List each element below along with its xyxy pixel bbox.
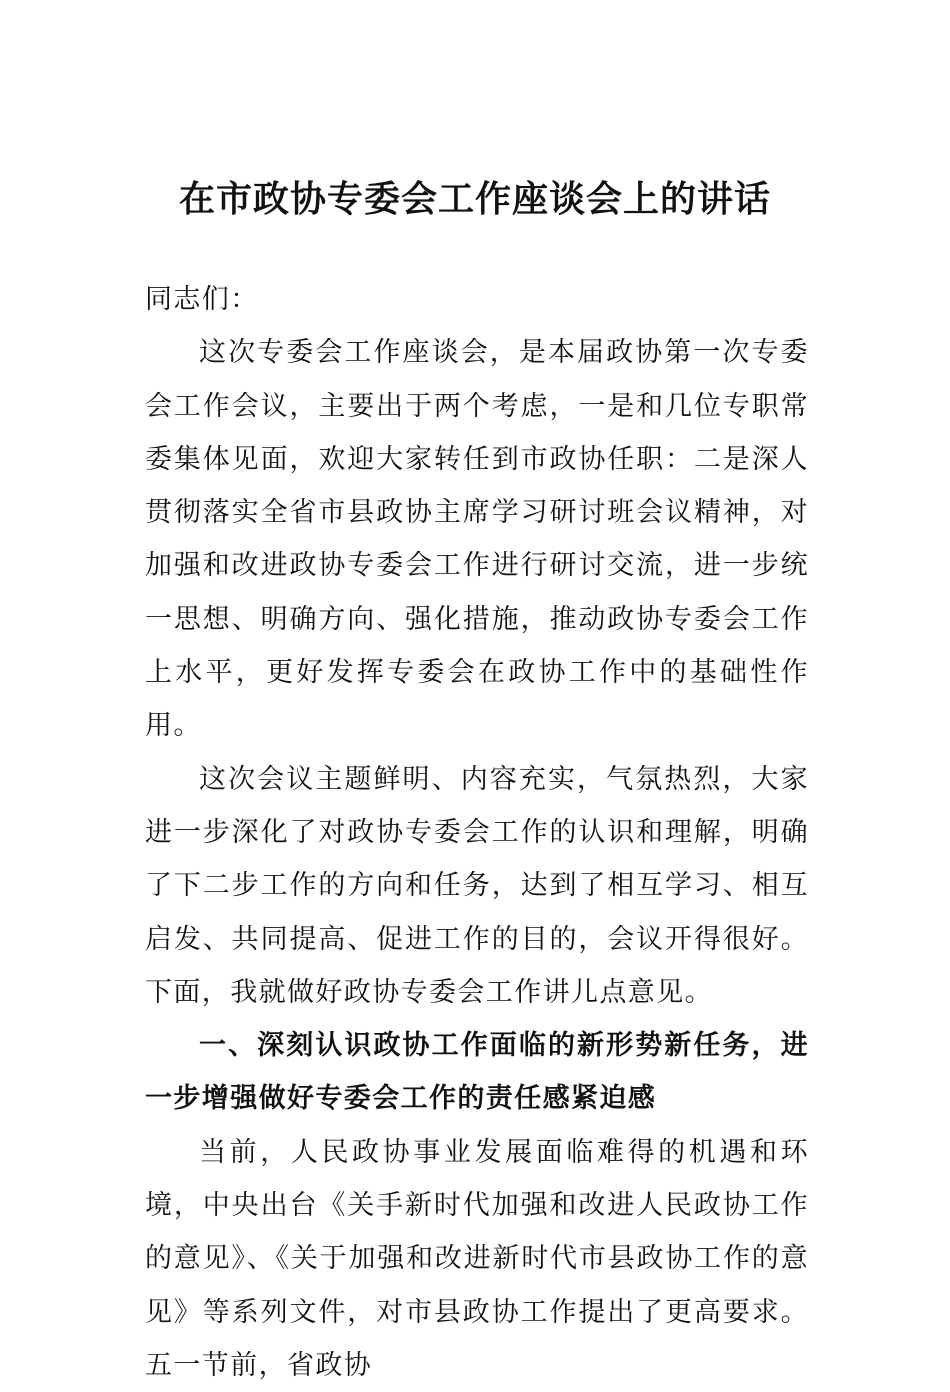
document-title: 在市政协专委会工作座谈会上的讲话 [178,178,771,220]
document-body [145,273,809,1392]
paragraph-2: 这次会议主题鲜明、内容充实，气氛热烈，大家进一步深化了对政协专委会工作的认识和理解，明确了下二步工作的方向和任务，达到了相互学习、相互启发、共同提高、促进工作的目的，会议开得很好。下面，我就做好政协专委会工作讲儿点意见。 [145,763,809,1008]
paragraph-1: 这次专委会工作座谈会，是本届政协第一次专委会工作会议，主要出于两个考虑，一是和几位专职常委集体见面，欢迎大家转任到市政协任职：二是深人贯彻落实全省市县政协主席学习研讨班会议精神，对加强和改进政协专委会工作进行研讨交流，进一步统一思想、明确方向、强化措施，推动政协专委会工作上水平，更好发挥专委会在政协工作中的基础性作用。 [145,337,809,742]
section-heading: 一、深刻认识政协工作面临的新形势新任务，进一步增强做好专委会工作的责任感紧迫感 [145,1030,809,1115]
section-paragraph: 当前，人民政协事业发展面临难得的机遇和环境，中央出台《关手新时代加强和改进人民政协工作的意见》、《关于加强和改进新时代市县政协工作的意见》等系列文件，对市县政协工作提出了更高要求。五一节前，省政协 [145,1136,809,1381]
salutation: 同志们： [145,284,259,315]
